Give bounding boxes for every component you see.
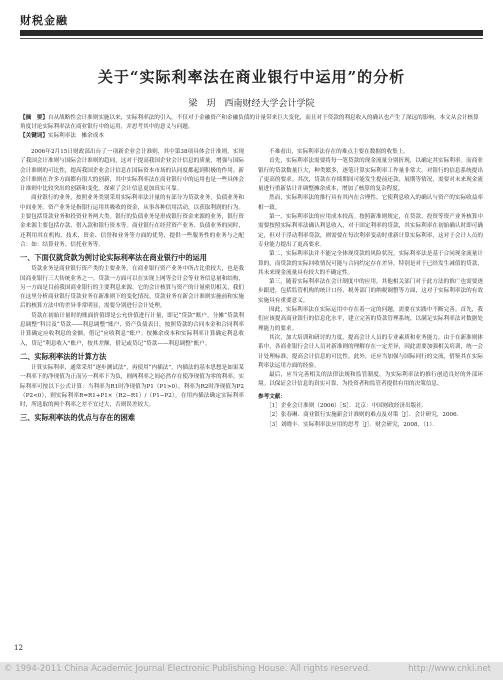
article-author: 梁 玥 西南财经大学会计学院 (188, 99, 315, 109)
abstract-label: 【摘 要】 (20, 115, 48, 121)
paragraph: 贷款业务是商业银行资产类的主要业务，在商业银行资产业务中所占比重较大，也是我国商业银行三大传统业务之一。贷款一方面可以在实现上网等会计会等业务信息量和结构，另一方面是目前我国商业银行的主要利息来源。它的会计核算与资产的计量密切相关，我们在这里分析商业银行贷款业务在新准则下的变化情况。贷款业务在新会计准则实施前和实施后的核算方法中的差异非常明显，需要分别进行会计处理。 (20, 266, 244, 310)
page-number: 12 (14, 644, 23, 652)
paragraph: 2006年2月15日财政部出台了一项新企业会计准则，其中第38项具体会计准则，实现了我国会计准则与国际会计准则的趋同，这对于提高我国企业会计信息的质量，增强与国际会计准则的可比性，提高我国企业会计信息在国际资本市场的认同度都起到积极的作用。新会计准则在许多方面都有很大的创新，其中实际利率法在商业银行中的运用也是一些具体会计准则中比较突出的创新和变化。探索了会计信息更加真实可靠。 (20, 149, 244, 193)
paragraph: 不难看出，实际利率法存在的难点主要在数据的收集上。 (269, 149, 409, 155)
abstract-text: 自从战略性会计准则实施以来，实际利率法的引入，不仅对于金融资产和金融负债的计量带来巨大变化，而且对于贷款的利息收入的确认也产生了深远的影响。本文从会计核算角度讨论实际利率法在商业银行中的运用，并思考其中的意义与问题。 (20, 115, 479, 130)
reference-item: ［3］刘晓丰．实际利率法应用的思考［J］．财会研究，2008，（1）． (266, 421, 438, 428)
paragraph: 其次，加大培训和研讨的力度，提高会计人员的专业素质和业务能力。由于在新准则体系中，各商业银行会计人员对新准则的理解存在一定差异，因此需要加强相关培训，统一会计处理标准，提高会计信息的可比性。此外，还应当加强与国际同行的交流，借鉴其在实际利率法运用方面的经验。 (258, 334, 483, 369)
header-rule-thick (20, 30, 483, 36)
paragraph: 贷款在初始计量时的账面价值即是公允价值进行计量，即记“贷款”账户，分摊“贷款利息调整”科目及“贷款——利息调整”账户，资产负债表日，按照贷款的合同本金和合同利率计算确定应收利息的金额，借记“应收利息”账户；按摊余成本和实际利率计算确定利息收入，贷记“利息收入”账户，按其差额，借记或贷记“贷款——利息调整”账户。 (20, 312, 244, 347)
paragraph: 首先，实际利率法需要将每一笔贷款的现金流量分别折现，以确定其实际利率。而商业银行的贷款数量巨大，种类繁多，逐笔计算实际利率工作量非常大，对银行的信息系统提出了更高的要求。其次，贷款在存续期间可能发生提前还款、展期等情况，需要对未来现金流量进行重新估计并调整摊余成本，增加了核算的复杂程度。 (258, 158, 483, 193)
header-rule-thin (20, 38, 483, 39)
paragraph: 最后，应当完善相关的法律法规和监管制度，为实际利率法的推行创造良好的外部环境。以保证会计信息的真实可靠，为投资者和监管者提供有用的决策信息。 (258, 372, 483, 388)
page-header (0, 0, 503, 52)
footer-url: http://www.cnki.net (408, 664, 491, 674)
references-heading: 参考文献： (258, 393, 286, 400)
reference-item: ［1］企业会计准则（2006）［S］．北京：中国财政经济出版社． (266, 403, 428, 410)
article-title: 关于“实际利率法在商业银行中运用”的分析 (97, 68, 406, 86)
copyright-text: © 1994-2011 China Academic Journal Electronic Publishing House. All rights reserved. (4, 664, 371, 674)
abstract-block (20, 114, 483, 141)
keywords-label: 【关键词】 (20, 133, 48, 139)
abstract (20, 114, 483, 132)
paragraph: 第一，实际利率法的应用成本较高。按照新准则规定，在贷款、投资等资产业务核算中需要按照实际利率法确认利息收入，对于固定利率的贷款，其实际利率在初始确认时即可确定，但对于浮动利率贷款，则需要在每次利率变动时重新计算实际利率，这对于会计人员的专业能力提出了更高要求。 (258, 214, 483, 248)
paragraph: 商业银行的业务，按照业务类别采用实际利率法计量的有部分为贷款业务，负债业务和中间业务。资产业务是指银行运用其吸收的资金，从事各种信用活动，以获取利润的行为。主要包括贷款业务和投资业务两大类。银行的负债业务是形成银行资金来源的业务，银行资金来源主要包括存款、借入款和银行资本等。商业银行在经营资产业务、负债业务的同时，还利用其在机构、技术、资金、信誉和业务等方面的优势，提供一些服务性的业务与之配合：如：结算业务、信托业务等。 (20, 195, 244, 248)
footer-watermark (0, 656, 503, 683)
paragraph: 第三，随着实际利率法在会计制度中的应用，其他相关部门对于此方法的推广也需要逐步跟进，包括监管机构的统计口径、税务部门的纳税调整等方面，这对于实际利率法的有效实施具有重要意义。 (258, 279, 483, 304)
section-heading: 二、实际利率法的计算方法 (20, 351, 107, 361)
section-heading: 一、下面仅就贷款为例讨论实际利率法在商业银行中的运用 (20, 253, 207, 263)
left-column (20, 148, 244, 425)
keywords (20, 132, 483, 141)
paragraph: 计算实际利率，通常采用“逐步测试法”，再使用“内插法”。内插法的基本思想是如果某一利率下的净现值为正而另一利率下为负，则两利率之间必然存在使净现值为零的利率。实际利率可按以下公式计算：当利率为R1时净现值为P1（P1>0），利率为R2时净现值为P2（P2<0），则实际利率R=R1+P1×（R2−R1）/（P1−P2）。在用内插法确定实际利率时，所选取的两个利率之差不宜过大，否则误差较大。 (20, 364, 244, 409)
paragraph: 第二，实际利率法并不能完全体现贷款的风险状况。实际利率法是基于合同现金流量计算的，而贷款的实际回收情况可能与合同约定存在差异，特别是对于已经发生减值的贷款，其未来现金流量具有较大的不确定性。 (258, 251, 483, 276)
paragraph: 然而，实际利率法的推行具有其内在合理性，它使利息收入的确认与资产的实际收益率相一致。 (258, 195, 483, 211)
paragraph: 因此，实际利率法在实际运用中存在着一定的问题，需要在实践中不断完善。首先，我们应该提高商业银行的信息化水平，建立完善的贷款管理系统，以满足实际利率法对数据处理能力的要求。 (258, 307, 483, 332)
keywords-text: 实际利率法 摊余成本 (47, 133, 104, 139)
column-name: 财税金融 (20, 14, 68, 27)
right-column (258, 148, 483, 430)
reference-item: ［2］张春琳．商业银行实施新会计准则的难点及对策［J］．会计研究，2006． (266, 412, 463, 419)
section-heading: 三、实际利率法的优点与存在的困难 (20, 413, 136, 423)
